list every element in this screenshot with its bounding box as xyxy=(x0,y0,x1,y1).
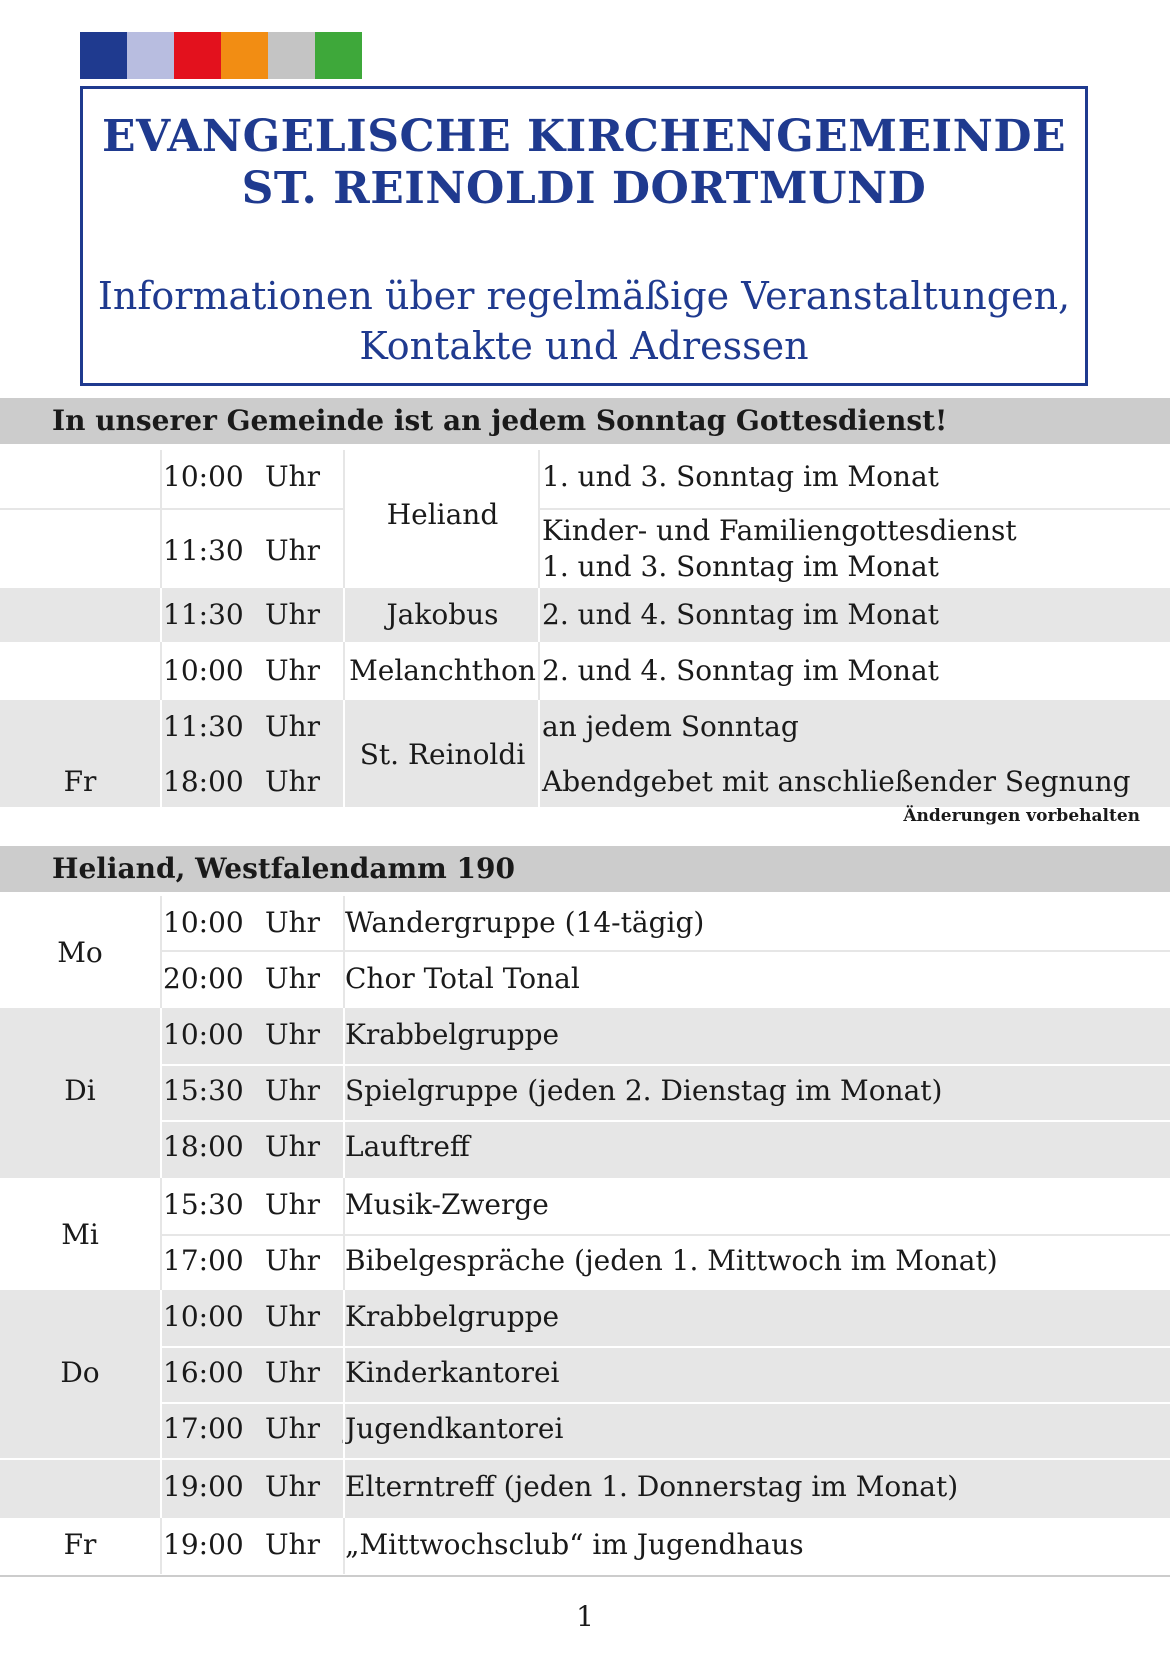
subtitle-line-2: Kontakte und Adressen xyxy=(359,324,809,368)
table-row xyxy=(0,700,1170,753)
event: Chor Total Tonal xyxy=(345,962,580,995)
unit: Uhr xyxy=(265,654,321,687)
time: 15:30 xyxy=(163,1188,244,1221)
color-bar xyxy=(80,32,362,79)
color-swatch xyxy=(268,32,315,79)
description: Kinder- und Familiengottesdienst xyxy=(542,514,1017,547)
unit: Uhr xyxy=(265,1188,321,1221)
unit: Uhr xyxy=(265,460,321,493)
time: 17:00 xyxy=(163,1412,244,1445)
place-heliand: Heliand xyxy=(386,498,499,531)
time: 10:00 xyxy=(163,460,244,493)
unit: Uhr xyxy=(265,962,321,995)
day: Di xyxy=(64,1074,96,1107)
table-row xyxy=(0,450,1170,508)
time: 10:00 xyxy=(163,906,244,939)
event: Kinderkantorei xyxy=(345,1356,560,1389)
description: 1. und 3. Sonntag im Monat xyxy=(542,550,939,583)
changes-note: Änderungen vorbehalten xyxy=(903,806,1140,826)
event: „Mittwochsclub“ im Jugendhaus xyxy=(345,1528,804,1561)
time: 11:30 xyxy=(163,598,244,631)
time: 17:00 xyxy=(163,1244,244,1277)
title-main xyxy=(83,111,1085,215)
day-group-mi xyxy=(0,1178,1170,1290)
unit: Uhr xyxy=(265,710,321,743)
time: 18:00 xyxy=(163,1130,244,1163)
color-swatch xyxy=(80,32,127,79)
time: 11:30 xyxy=(163,710,244,743)
event: Spielgruppe (jeden 2. Dienstag im Monat) xyxy=(345,1074,943,1107)
unit: Uhr xyxy=(265,1528,321,1561)
title-line-2: ST. REINOLDI DORTMUND xyxy=(241,163,927,214)
unit: Uhr xyxy=(265,1244,321,1277)
color-swatch xyxy=(221,32,268,79)
description: an jedem Sonntag xyxy=(542,710,799,743)
subtitle-line-1: Informationen über regelmäßige Veranstaltungen, xyxy=(97,274,1071,318)
time: 20:00 xyxy=(163,962,244,995)
color-swatch xyxy=(127,32,174,79)
color-swatch xyxy=(174,32,221,79)
day: Mi xyxy=(61,1218,99,1251)
day-group-fr xyxy=(0,1518,1170,1574)
unit: Uhr xyxy=(265,1074,321,1107)
color-swatch xyxy=(315,32,362,79)
title-box xyxy=(80,86,1088,386)
event: Jugendkantorei xyxy=(345,1412,564,1445)
bottom-rule xyxy=(0,1575,1170,1577)
unit: Uhr xyxy=(265,598,321,631)
day-group-mo xyxy=(0,896,1170,1008)
unit: Uhr xyxy=(265,1470,321,1503)
day: Do xyxy=(60,1356,100,1389)
event: Lauftreff xyxy=(345,1130,470,1163)
time: 15:30 xyxy=(163,1074,244,1107)
event: Krabbelgruppe xyxy=(345,1300,560,1333)
time: 10:00 xyxy=(163,654,244,687)
time: 18:00 xyxy=(163,765,244,798)
time: 10:00 xyxy=(163,1300,244,1333)
event: Elterntreff (jeden 1. Donnerstag im Monat) xyxy=(345,1470,959,1503)
table-row xyxy=(0,753,1170,807)
event: Musik-Zwerge xyxy=(345,1188,549,1221)
unit: Uhr xyxy=(265,1018,321,1051)
description: Abendgebet mit anschließender Segnung xyxy=(542,765,1131,798)
description: 2. und 4. Sonntag im Monat xyxy=(542,598,939,631)
subtitle xyxy=(83,271,1085,371)
time: 11:30 xyxy=(163,534,244,567)
time: 10:00 xyxy=(163,1018,244,1051)
place-st-reinoldi: St. Reinoldi xyxy=(359,738,526,771)
unit: Uhr xyxy=(265,1412,321,1445)
title-line-1: EVANGELISCHE KIRCHENGEMEINDE xyxy=(101,111,1067,162)
day-group-do xyxy=(0,1290,1170,1518)
time: 16:00 xyxy=(163,1356,244,1389)
table-row xyxy=(0,644,1170,698)
section-heading-sunday: In unserer Gemeinde ist an jedem Sonntag Gottesdienst! xyxy=(0,398,1170,444)
unit: Uhr xyxy=(265,534,321,567)
event: Bibelgespräche (jeden 1. Mittwoch im Monat) xyxy=(345,1244,998,1277)
event: Wandergruppe (14-tägig) xyxy=(345,906,705,939)
place: Melanchthon xyxy=(349,654,536,687)
description: 1. und 3. Sonntag im Monat xyxy=(542,460,939,493)
section-heading-heliand: Heliand, Westfalendamm 190 xyxy=(0,846,1170,892)
place: Jakobus xyxy=(386,598,499,631)
event: Krabbelgruppe xyxy=(345,1018,560,1051)
unit: Uhr xyxy=(265,1130,321,1163)
day: Mo xyxy=(57,936,103,969)
unit: Uhr xyxy=(265,906,321,939)
time: 19:00 xyxy=(163,1470,244,1503)
unit: Uhr xyxy=(265,1300,321,1333)
table-row xyxy=(0,588,1170,642)
description: 2. und 4. Sonntag im Monat xyxy=(542,654,939,687)
page-number: 1 xyxy=(576,1600,594,1633)
day: Fr xyxy=(63,765,97,798)
time: 19:00 xyxy=(163,1528,244,1561)
unit: Uhr xyxy=(265,1356,321,1389)
unit: Uhr xyxy=(265,765,321,798)
day-group-di xyxy=(0,1008,1170,1178)
day: Fr xyxy=(63,1528,97,1561)
table-row xyxy=(0,510,1170,586)
